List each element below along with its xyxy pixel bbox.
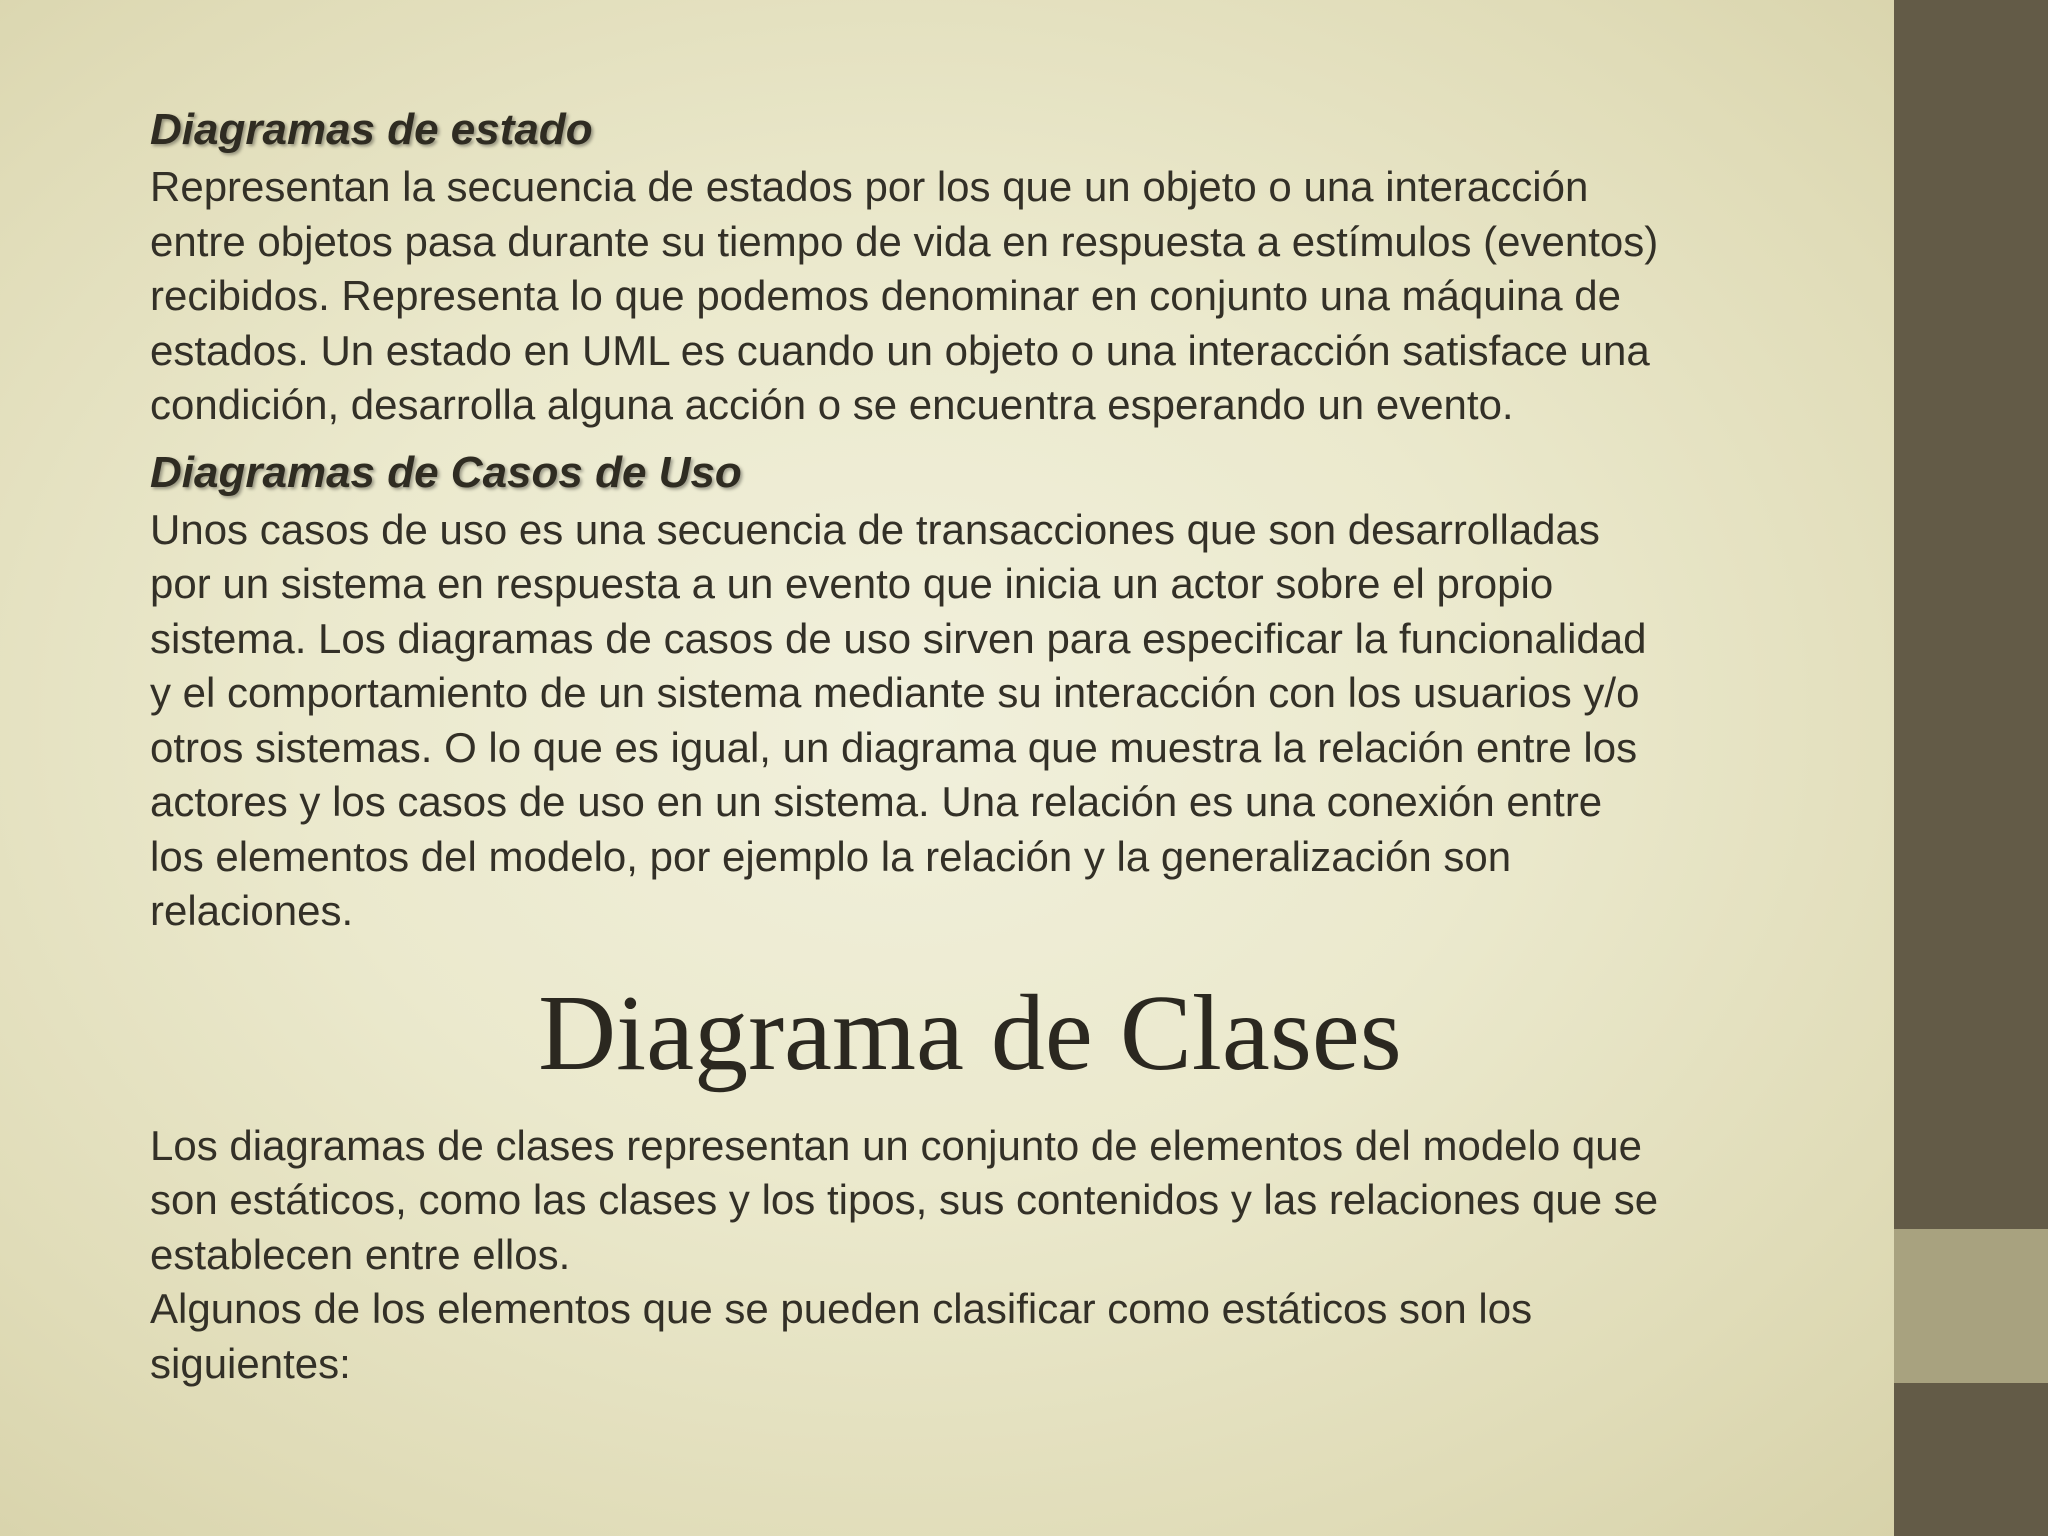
paragraph-line: Unos casos de uso es una secuencia de transacciones que son desarrolladas (150, 505, 1600, 553)
paragraph-line: establecen entre ellos. (150, 1230, 571, 1278)
section-body-clases (150, 1119, 1800, 1392)
paragraph-line: entre objetos pasa durante su tiempo de vida en respuesta a estímulos (eventos) (150, 217, 1659, 265)
paragraph-line: siguientes: (150, 1339, 351, 1387)
paragraph-line: condición, desarrolla alguna acción o se encuentra esperando un evento. (150, 381, 1514, 428)
slide-title: Diagrama de Clases (538, 973, 1402, 1093)
section-heading-estado: Diagramas de estado (150, 105, 593, 154)
paragraph-line: son estáticos, como las clases y los tipos, sus contenidos y las relaciones que se (150, 1176, 1659, 1223)
paragraph-line: Representan la secuencia de estados por los que un objeto o una interacción (150, 163, 1589, 210)
section-body-casos-de-uso (150, 503, 1800, 939)
section-heading-casos-de-uso: Diagramas de Casos de Uso (150, 447, 742, 497)
paragraph-line: estados. Un estado en UML es cuando un objeto o una interacción satisface una (150, 326, 1650, 374)
paragraph-line: por un sistema en respuesta a un evento que inicia un actor sobre el propio (150, 560, 1554, 607)
paragraph-line: y el comportamiento de un sistema mediante su interacción con los usuarios y/o (150, 669, 1640, 716)
side-accent-block (1894, 1229, 2048, 1383)
paragraph-line: Los diagramas de clases representan un conjunto de elementos del modelo que (150, 1121, 1642, 1169)
paragraph-line: recibidos. Representa lo que podemos denominar en conjunto una máquina de (150, 272, 1621, 319)
paragraph-line: Algunos de los elementos que se pueden clasificar como estáticos son los (150, 1285, 1533, 1332)
paragraph-line: sistema. Los diagramas de casos de uso sirven para especificar la funcionalidad (150, 614, 1647, 662)
paragraph-line: otros sistemas. O lo que es igual, un diagrama que muestra la relación entre los (150, 723, 1638, 771)
slide-content (150, 100, 1800, 1391)
paragraph-line: relaciones. (150, 887, 354, 934)
paragraph-line: los elementos del modelo, por ejemplo la relación y la generalización son (150, 832, 1512, 880)
section-body-estado (150, 160, 1800, 433)
paragraph-line: actores y los casos de uso en un sistema. Una relación es una conexión entre (150, 778, 1603, 825)
